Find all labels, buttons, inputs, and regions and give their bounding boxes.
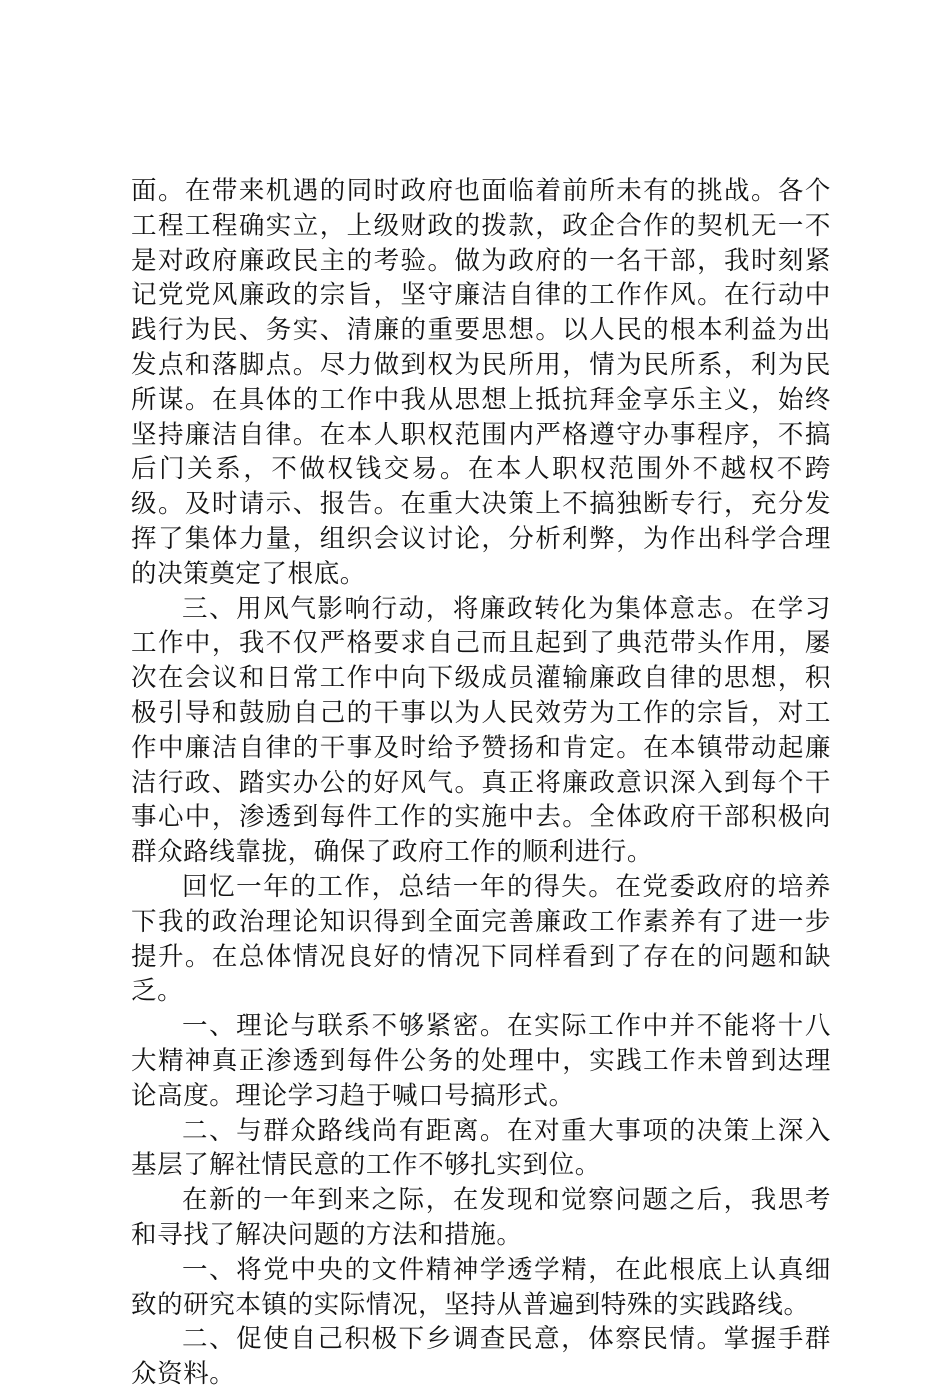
document-body: [131, 174, 831, 1392]
paragraph-collective-will: 三、用风气影响行动，将廉政转化为集体意志。在学习工作中，我不仅严格要求自己而且起到了典范带头作用，屡次在会议和日常工作中向下级成员灌输廉政自律的思想，积极引导和鼓励自己的干事以为人民效劳为工作的宗旨，对工作中廉洁自律的干事及时给予赞扬和肯定。在本镇带动起廉洁行政、踏实办公的好风气。真正将廉政意识深入到每个干事心中，渗透到每件工作的实施中去。全体政府干部积极向群众路线靠拢，确保了政府工作的顺利进行。: [131, 593, 831, 868]
paragraph-solutions-intro: 在新的一年到来之际，在发现和觉察问题之后，我思考和寻找了解决问题的方法和措施。: [131, 1185, 831, 1250]
paragraph-solution-study: 一、将党中央的文件精神学透学精，在此根底上认真细致的研究本镇的实际情况，坚持从普遍到特殊的实践路线。: [131, 1254, 831, 1320]
paragraph-continuation: 面。在带来机遇的同时政府也面临着前所未有的挑战。各个工程工程确实立，上级财政的拨款，政企合作的契机无一不是对政府廉政民主的考验。做为政府的一名干部，我时刻紧记党党风廉政的宗旨，坚守廉洁自律的工作作风。在行动中践行为民、务实、清廉的重要思想。以人民的根本利益为出发点和落脚点。尽力做到权为民所用，情为民所系，利为民所谋。在具体的工作中我从思想上抵抗拜金享乐主义，始终坚持廉洁自律。在本人职权范围内严格遵守办事程序，不搞后门关系，不做权钱交易。在本人职权范围外不越权不跨级。及时请示、报告。在重大决策上不搞独断专行，充分发挥了集体力量，组织会议讨论，分析利弊，为作出科学合理的决策奠定了根底。: [131, 176, 831, 589]
paragraph-solution-survey: 二、促使自己积极下乡调查民意，体察民情。掌握手群众资料。: [131, 1324, 831, 1390]
paragraph-problem-mass-line: 二、与群众路线尚有距离。在对重大事项的决策上深入基层了解社情民意的工作不够扎实到位。: [131, 1115, 831, 1181]
paragraph-year-review: 回忆一年的工作，总结一年的得失。在党委政府的培养下我的政治理论知识得到全面完善廉政工作素养有了进一步提升。在总体情况良好的情况下同样看到了存在的问题和缺乏。: [131, 871, 831, 1007]
paragraph-problem-theory: 一、理论与联系不够紧密。在实际工作中并不能将十八大精神真正渗透到每件公务的处理中，实践工作未曾到达理论高度。理论学习趋于喊口号搞形式。: [131, 1011, 831, 1111]
